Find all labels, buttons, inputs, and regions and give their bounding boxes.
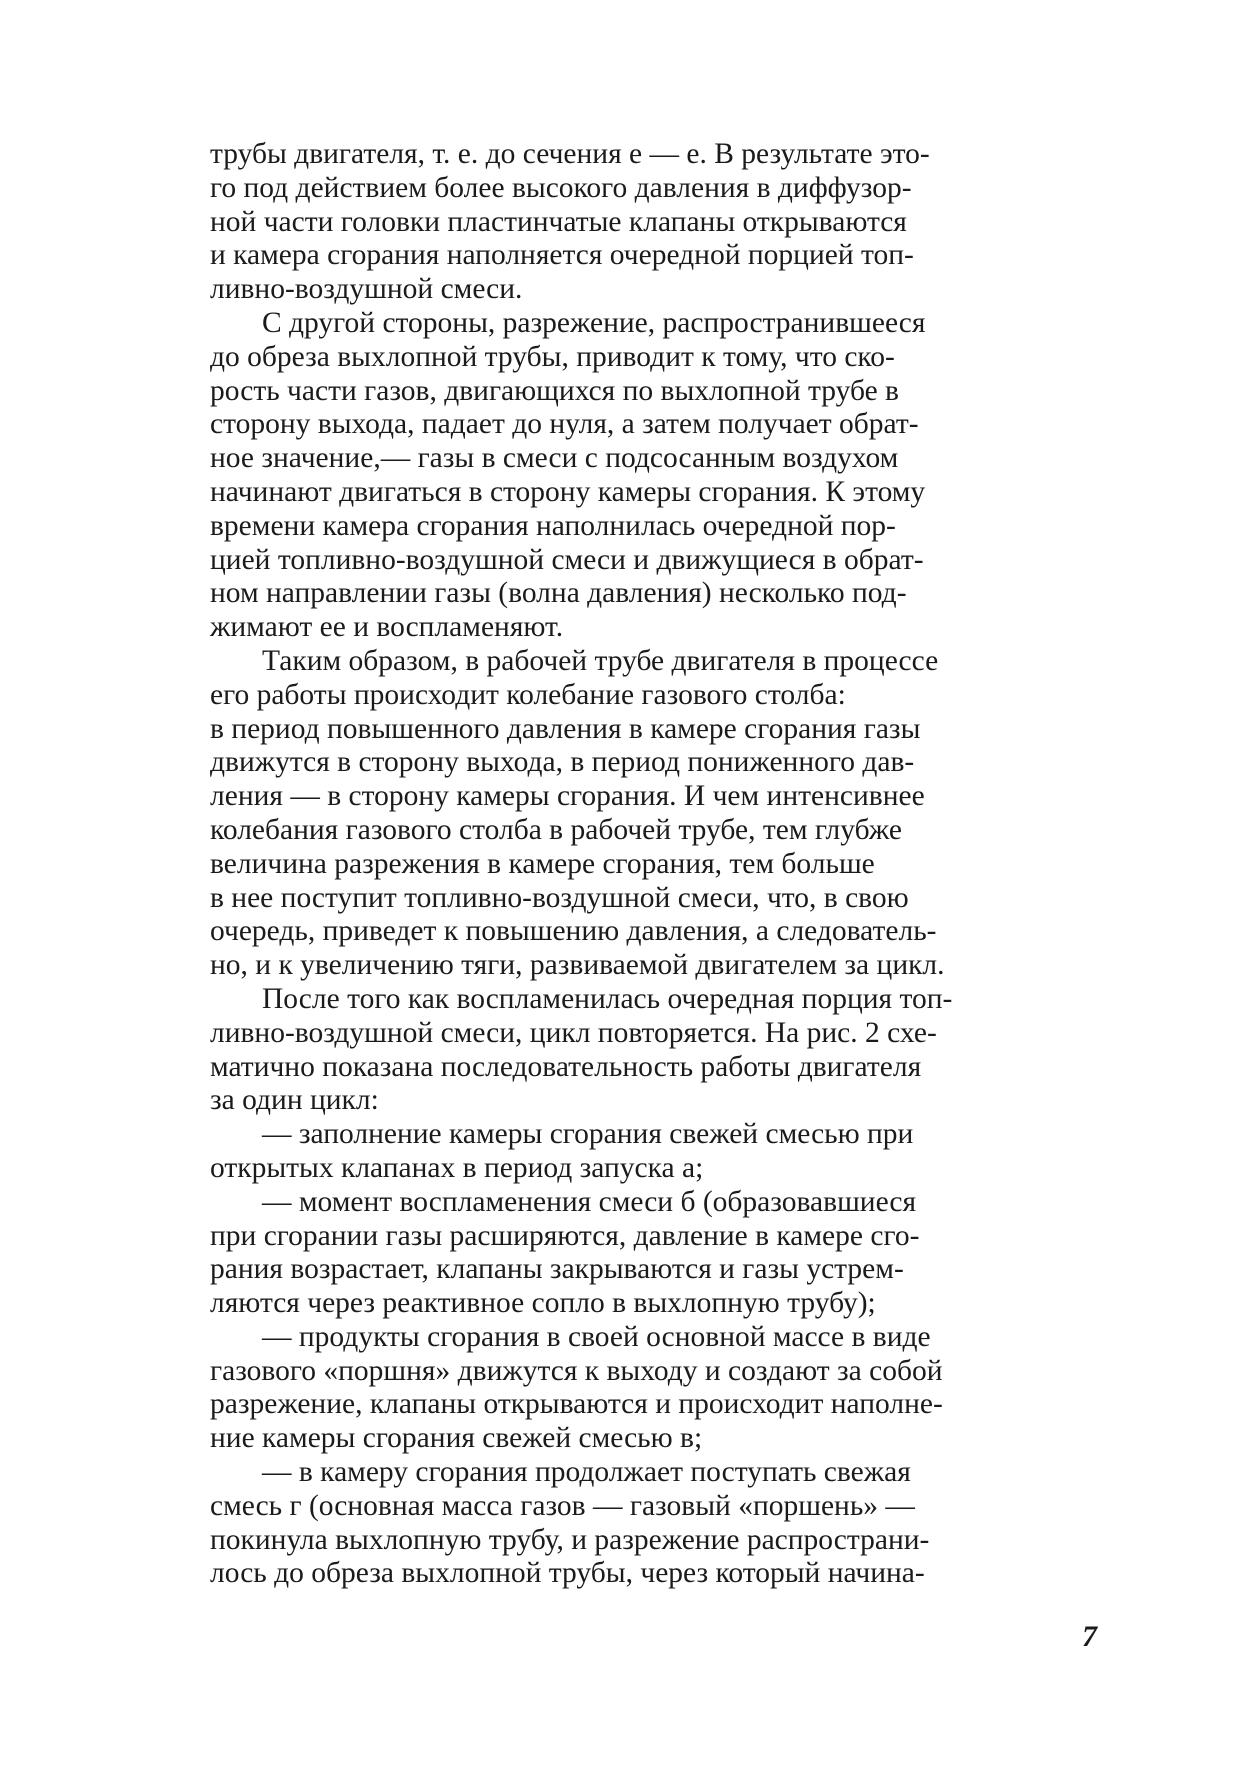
page-body (210, 138, 1110, 1591)
text-line: После того как воспламенилась очередная порция топ- (262, 982, 953, 1015)
text-line: матично показана последовательность работы двигателя (210, 1050, 922, 1083)
text-line: но, и к увеличению тяги, развиваемой двигателем за цикл. (210, 949, 945, 982)
text-line: движутся в сторону выхода, в период пониженного дав- (210, 746, 915, 779)
text-line: жимают ее и воспламеняют. (210, 611, 564, 644)
text-line: газового «поршня» движутся к выходу и создают за собой (210, 1354, 943, 1387)
text-line: в нее поступит топливно-воздушной смеси, что, в свою (210, 881, 909, 914)
paragraph-3 (210, 645, 1110, 983)
text-line: ние камеры сгорания свежей смесью в; (210, 1422, 703, 1455)
text-line: разрежение, клапаны открываются и происходит наполне- (210, 1388, 943, 1421)
text-line: Таким образом, в рабочей трубе двигателя в процессе (262, 644, 939, 677)
text-line: величина разрежения в камере сгорания, тем больше (210, 847, 875, 880)
text-line: — заполнение камеры сгорания свежей смесью при (262, 1118, 914, 1151)
text-line: лось до обреза выхлопной трубы, через который начина- (210, 1557, 925, 1590)
text-line: времени камера сгорания наполнилась очередной пор- (210, 509, 896, 542)
text-line: го под действием более высокого давления в диффузор- (210, 171, 912, 204)
text-line: открытых клапанах в период запуска а; (210, 1151, 704, 1184)
text-line: рания возрастает, клапаны закрываются и газы устрем- (210, 1253, 904, 1286)
text-line: и камера сгорания наполняется очередной порцией топ- (210, 239, 914, 272)
list-item-3 (210, 1321, 1110, 1456)
text-line: очередь, приведет к повышению давления, а следователь- (210, 915, 937, 948)
text-line: колебания газового столба в рабочей трубе, тем глубже (210, 813, 902, 846)
list-item-4 (210, 1456, 1110, 1591)
paragraph-4 (210, 983, 1110, 1118)
text-line: ливно-воздушной смеси, цикл повторяется. На рис. 2 схе- (210, 1016, 937, 1049)
text-line: ное значение,— газы в смеси с подсосанным воздухом (210, 442, 899, 475)
page-number: 7 (1082, 1620, 1097, 1653)
text-line: ном направлении газы (волна давления) несколько под- (210, 577, 907, 610)
text-line: — момент воспламенения смеси б (образовавшиеся (262, 1185, 917, 1218)
text-line: трубы двигателя, т. е. до сечения е — е. В результате это- (210, 138, 930, 170)
list-item-2 (210, 1186, 1110, 1321)
text-line: С другой стороны, разрежение, распространившееся (262, 306, 926, 339)
text-line: в период повышенного давления в камере сгорания газы (210, 712, 921, 745)
text-line: его работы происходит колебание газового столба: (210, 678, 846, 711)
text-line: ной части головки пластинчатые клапаны открываются (210, 205, 907, 238)
text-line: рость части газов, двигающихся по выхлопной трубе в (210, 374, 899, 407)
text-line: смесь г (основная масса газов — газовый «поршень» — (210, 1489, 915, 1522)
text-line: — продукты сгорания в своей основной массе в виде (262, 1320, 931, 1353)
text-line: при сгорании газы расширяются, давление в камере сго- (210, 1219, 920, 1252)
text-line: — в камеру сгорания продолжает поступать свежая (262, 1456, 911, 1489)
text-line: сторону выхода, падает до нуля, а затем получает обрат- (210, 408, 919, 441)
text-line: начинают двигаться в сторону камеры сгорания. К этому (210, 475, 926, 508)
list-item-1 (210, 1118, 1110, 1186)
paragraph-1 (210, 138, 1110, 307)
text-line: ливно-воздушной смеси. (210, 273, 523, 306)
text-line: за один цикл: (210, 1084, 379, 1117)
text-line: ляются через реактивное сопло в выхлопную трубу); (210, 1287, 876, 1320)
text-line: покинула выхлопную трубу, и разрежение распространи- (210, 1523, 930, 1556)
text-line: ления — в сторону камеры сгорания. И чем интенсивнее (210, 780, 925, 813)
text-line: цией топливно-воздушной смеси и движущиеся в обрат- (210, 543, 924, 576)
text-line: до обреза выхлопной трубы, приводит к тому, что ско- (210, 340, 895, 373)
paragraph-2 (210, 307, 1110, 645)
